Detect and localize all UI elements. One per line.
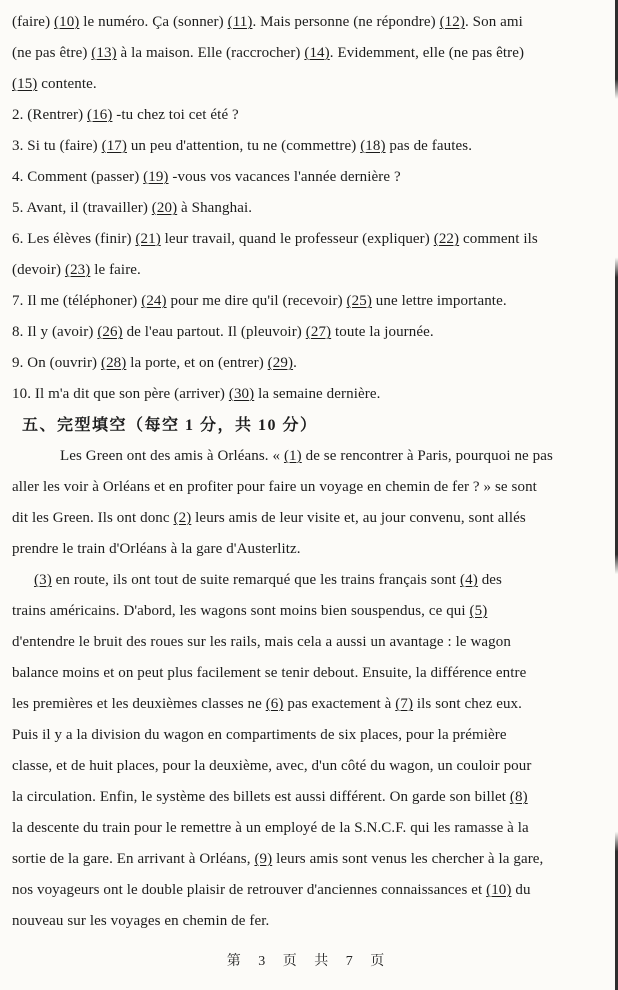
text-line: (devoir) (23) le faire. (12, 262, 141, 278)
blank-number: (14) (304, 45, 330, 61)
text-line: trains américains. D'abord, les wagons sont moins bien souspendus, ce qui (5) (12, 603, 488, 619)
text-line: 2. (Rentrer) (16) -tu chez toi cet été ? (12, 107, 239, 123)
blank-number: (29) (267, 355, 294, 371)
text-line: 6. Les élèves (finir) (21) leur travail, quand le professeur (expliquer) (22) comment ils (12, 231, 538, 247)
blank-number: (18) (360, 138, 386, 154)
text-line: 8. Il y (avoir) (26) de l'eau partout. Il (pleuvoir) (27) toute la journée. (12, 324, 434, 340)
blank-number: (15) (12, 76, 38, 92)
text-line: 3. Si tu (faire) (17) un peu d'attention, tu ne (commettre) (18) pas de fautes. (12, 138, 473, 154)
blank-number: (30) (228, 386, 255, 402)
text-line: les premières et les deuxièmes classes ne (6) pas exactement à (7) ils sont chez eux. (12, 696, 523, 712)
blank-number: (12) (439, 14, 465, 30)
blank-number: (10) (486, 882, 512, 898)
blank-number: (26) (97, 324, 123, 340)
text-line: 5. Avant, il (travailler) (20) à Shanghai. (12, 200, 253, 216)
text-line: 4. Comment (passer) (19) -vous vos vacances l'année dernière ? (12, 169, 401, 185)
text-line: Puis il y a la division du wagon en compartiments de six places, pour la prémière (12, 727, 507, 743)
blank-number: (19) (143, 169, 169, 185)
text-line: sortie de la gare. En arrivant à Orléans, (9) leurs amis sont venus les chercher à la gare, (12, 851, 544, 867)
blank-number: (17) (101, 138, 127, 154)
blank-number: (5) (469, 603, 488, 619)
blank-number: (11) (227, 14, 253, 30)
text-line: la circulation. Enfin, le système des billets est aussi différent. On garde son billet (8) (12, 789, 528, 805)
blank-number: (28) (100, 355, 127, 371)
blank-number: (2) (173, 510, 192, 526)
blank-number: (25) (346, 293, 372, 309)
text-line: prendre le train d'Orléans à la gare d'Austerlitz. (12, 541, 301, 557)
page-footer: 第 3 页 共 7 页 (226, 954, 392, 969)
blank-number: (8) (509, 789, 528, 805)
text-line: d'entendre le bruit des roues sur les rails, mais cela a aussi un avantage : le wagon (12, 634, 511, 650)
text-line: 7. Il me (téléphoner) (24) pour me dire qu'il (recevoir) (25) une lettre importante. (12, 293, 507, 309)
blank-number: (7) (395, 696, 414, 712)
blank-number: (21) (135, 231, 161, 247)
blank-number: (3) (34, 572, 52, 588)
blank-number: (4) (460, 572, 478, 588)
blank-number: (27) (305, 324, 332, 340)
blank-number: (24) (141, 293, 167, 309)
text-line: nouveau sur les voyages en chemin de fer. (12, 913, 270, 929)
blank-number: (22) (433, 231, 460, 247)
blank-number: (1) (283, 448, 302, 464)
section-heading: 五、完型填空（每空 1 分，共 10 分） (22, 417, 318, 434)
blank-number: (6) (265, 696, 284, 712)
text-line: 9. On (ouvrir) (28) la porte, et on (entrer) (29). (12, 355, 297, 371)
blank-number: (23) (64, 262, 91, 278)
blank-number: (10) (54, 14, 80, 30)
blank-number: (16) (87, 107, 113, 123)
text-line: (faire) (10) le numéro. Ça (sonner) (11). Mais personne (ne répondre) (12). Son ami (12, 14, 523, 30)
text-line: (3) en route, ils ont tout de suite remarqué que les trains français sont (4) des (34, 572, 502, 588)
text-line: balance moins et on peut plus facilement se tenir debout. Ensuite, la différence entre (12, 665, 527, 681)
blank-number: (9) (254, 851, 273, 867)
text-line: classe, et de huit places, pour la deuxième, avec, d'un côté du wagon, un couloir pour (12, 758, 532, 774)
text-line: la descente du train pour le remettre à un employé de la S.N.C.F. qui les ramasse à la (12, 820, 529, 836)
document-body (12, 7, 602, 937)
blank-number: (13) (91, 45, 117, 61)
text-line: nos voyageurs ont le double plaisir de retrouver d'anciennes connaissances et (10) du (12, 882, 531, 898)
text-line: 10. Il m'a dit que son père (arriver) (30) la semaine dernière. (12, 386, 381, 402)
text-line: (15) contente. (12, 76, 97, 92)
text-line: dit les Green. Ils ont donc (2) leurs amis de leur visite et, au jour convenu, sont allés (12, 510, 526, 526)
text-line: aller les voir à Orléans et en profiter pour faire un voyage en chemin de fer ? » se sont (12, 479, 537, 495)
blank-number: (20) (151, 200, 178, 216)
text-line: (ne pas être) (13) à la maison. Elle (raccrocher) (14). Evidemment, elle (ne pas être) (12, 45, 525, 61)
text-line: Les Green ont des amis à Orléans. « (1) de se rencontrer à Paris, pourquoi ne pas (60, 448, 553, 464)
